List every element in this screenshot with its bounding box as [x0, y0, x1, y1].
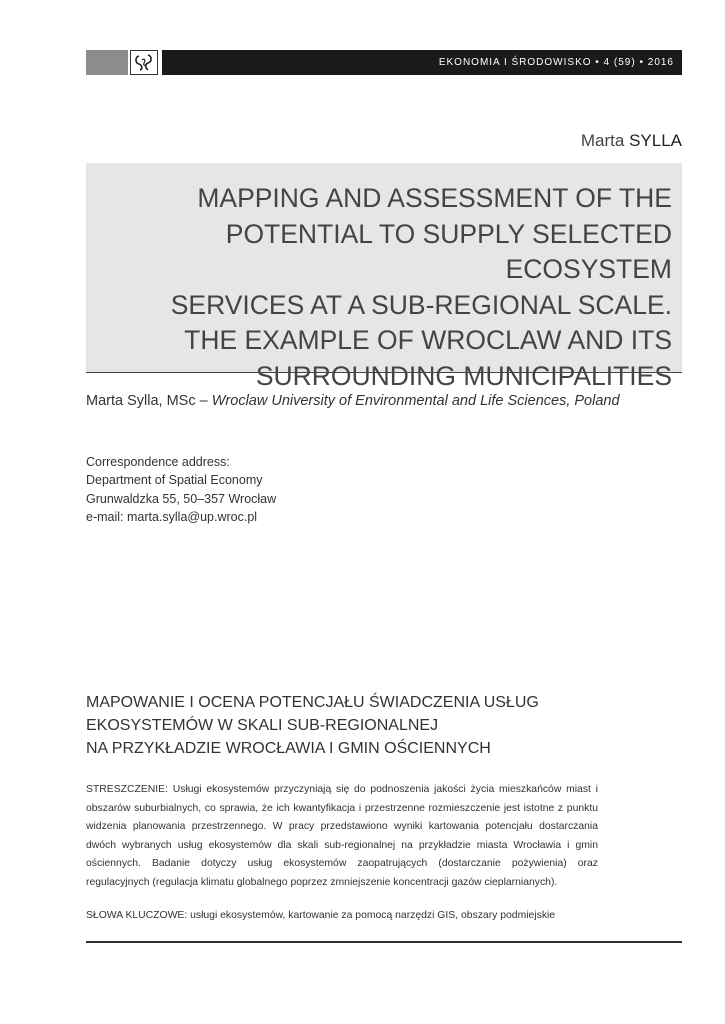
correspondence-block — [86, 453, 276, 526]
keywords-line — [86, 910, 555, 921]
polish-title-line: MAPOWANIE I OCENA POTENCJAŁU ŚWIADCZENIA USŁUG — [86, 694, 539, 711]
abstract-text: Usługi ekosystemów przyczyniają się do podnoszenia jakości życia mieszkańców miast i obszarów suburbialnych, co sprawia, że ich kwantyfikacja i przestrzenne rozmieszczenie jest istotne z punktu widzenia planowania przestrzennego. W pracy przedstawiono wyniki kartowania potencjału dostarczania dwóch wybranych usług ekosystemów dla skali sub-regionalnej na przykładzie miasta Wrocławia i gmin ościennych. Badanie dotyczy usług ekosystemów zaopatrujących (dostarczanie pożywienia) oraz regulacyjnych (regulacja klimatu globalnego poprzez zmniejszenie koncentracji gazów cieplarnianych). — [86, 784, 598, 888]
polish-title-line: NA PRZYKŁADZIE WROCŁAWIA I GMIN OŚCIENNYCH — [86, 740, 491, 757]
affiliation-first-name: Marta — [86, 393, 124, 409]
affiliation-degree: , MSc – — [158, 393, 212, 409]
correspondence-address: Grunwaldzka 55, 50–357 Wrocław — [86, 491, 277, 506]
abstract-paragraph — [86, 781, 598, 892]
correspondence-label: Correspondence address: — [86, 455, 230, 469]
title-line: MAPPING AND ASSESSMENT OF THE — [197, 183, 672, 213]
header-gray-block — [86, 50, 128, 75]
author-affiliation — [86, 393, 620, 409]
affiliation-institution: Wroclaw University of Environmental and Life Sciences, Poland — [211, 393, 620, 409]
correspondence-email: e-mail: marta.sylla@up.wroc.pl — [86, 509, 258, 524]
correspondence-department: Department of Spatial Economy — [86, 473, 263, 488]
journal-header-text: EKONOMIA I ŚRODOWISKO • 4 (59) • 2016 — [438, 57, 674, 68]
title-line: THE EXAMPLE OF WROCLAW AND ITS — [184, 325, 672, 356]
title-box — [86, 163, 682, 391]
bottom-rule — [86, 941, 682, 943]
journal-header-bar — [162, 50, 682, 75]
journal-logo-icon — [130, 50, 158, 75]
author-first-name: Marta — [580, 131, 625, 150]
title-line: SURROUNDING MUNICIPALITIES — [255, 360, 672, 391]
title-line: SERVICES AT A SUB-REGIONAL SCALE. — [170, 289, 672, 320]
title-line: POTENTIAL TO SUPPLY SELECTED ECOSYSTEM — [225, 218, 672, 285]
polish-title — [86, 691, 539, 760]
affiliation-last-name: Sylla — [127, 393, 159, 409]
keywords-label: SŁOWA KLUCZOWE: — [86, 910, 188, 921]
keywords-text: usługi ekosystemów, kartowanie za pomocą narzędzi GIS, obszary podmiejskie — [187, 910, 556, 921]
author-name-top — [581, 131, 682, 151]
abstract-label: STRESZCZENIE: — [86, 784, 168, 795]
author-last-name: SYLLA — [629, 131, 682, 150]
polish-title-line: EKOSYSTEMÓW W SKALI SUB-REGIONALNEJ — [86, 717, 439, 734]
paper-title — [82, 181, 672, 395]
journal-logo-svg — [131, 51, 157, 74]
